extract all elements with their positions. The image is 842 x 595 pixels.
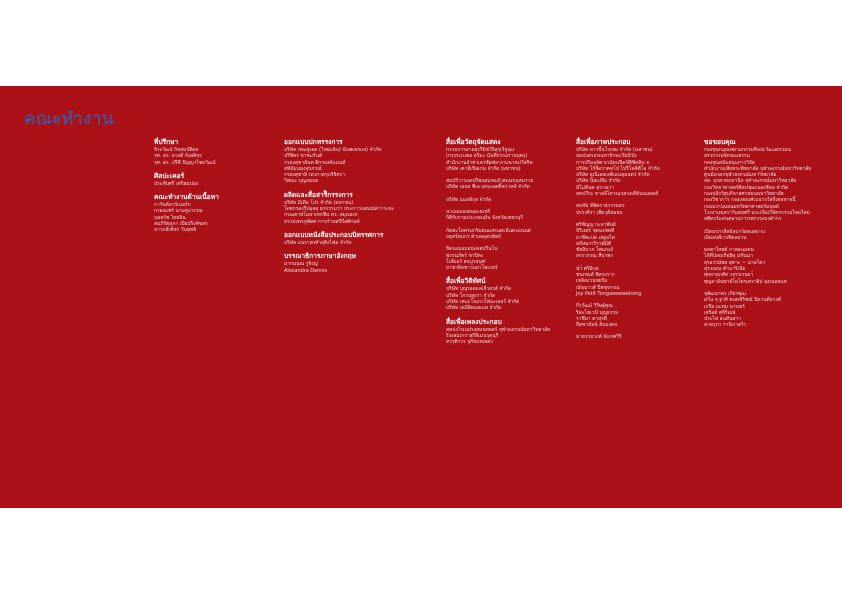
section-heading: สื่อเพื่อเพลงประกอบ (446, 317, 502, 326)
credit-line: (กรุงระเบพล ธรีมะ นันทีกรรมราบบุตงุ) (446, 153, 528, 160)
credits-section (576, 303, 660, 328)
credit-line: บริษัท เคมะโนเกวโฟมะเลอร์ จำกัด (446, 299, 520, 306)
credit-line: เสรีอด์ ศุจิริมณ์ (704, 309, 736, 316)
credit-line: บริษัท มีเดีย โปร จำกัด (มหาชน) (284, 199, 354, 206)
credits-section (704, 138, 811, 223)
credit-line: จุพัฒนาทร เกียรพุฒ (704, 290, 746, 297)
credits-section (154, 193, 219, 233)
credits-section (446, 318, 550, 346)
credits-section (446, 197, 550, 203)
credits-section (284, 252, 394, 274)
credit-line: สมปงสรลรณทาจิรจะเรียมิรัม (576, 153, 637, 160)
credits-section (154, 138, 219, 166)
credit-line: ลาวกส์เพ็ชร วันสุทธิ (154, 227, 197, 234)
credit-line: มากนนณ รูจิงญ่ (284, 261, 318, 268)
credit-line: มาธรรมวงค์ จังเกศรีริ (576, 334, 622, 341)
credit-line: บิรินทร์ ชุดบงชคที (576, 228, 615, 235)
credits-section (576, 138, 660, 197)
credit-line: บริษัท นีลเปลีม จำกัด (576, 178, 621, 185)
credit-line: อยุทร์สมกร ตำบลอุตรดิตถ์ (446, 233, 502, 240)
credit-line: สรรกรรมจัดของสรรม (704, 153, 750, 160)
credit-line: สำนักงานจำท่าเอรชัยฟลวรรงนาดปวัสจิษ (446, 159, 533, 166)
credit-line: ปิคนงมอมอปะคสปวีนโน (446, 246, 498, 253)
credit-line: การปริมจุจ์ตาเรนัดนปิดป์พิชิตลิน จ (576, 159, 649, 166)
credit-line: บริษัท บุญรอดแลเจีวอรส์ จำกัด (446, 286, 512, 293)
credit-line: รศ. ดร. ดวงดี กังสดิจร (154, 153, 202, 160)
section-heading: สื่อเพื่อภาพประกอบ (576, 138, 631, 146)
credit-line: นำ๋ ศรีมิบล (576, 265, 599, 272)
credits-section (704, 247, 811, 285)
section-heading: ขอขอบคุณ (704, 138, 736, 146)
credit-line: บริษัท เดมีลิตมอเมส จำกัด (446, 305, 502, 312)
credits-section (446, 178, 550, 191)
credit-line: เกรีย มะทุม นานทร์ (704, 303, 745, 310)
credit-line: กองมงานบอนมหวิทยาศาสตร์มนุษย์ (704, 203, 779, 210)
credit-line: รศ. ดร. ปรีดี ปัญญาไชยวัฒน์ (154, 159, 216, 166)
credit-line: ประไพ ธนทันสวา (704, 316, 741, 323)
credit-line: กรองสุขาลิ เทวกาครุบริจิตรา (284, 172, 345, 179)
credits-column (284, 138, 394, 280)
credits-section (284, 191, 394, 225)
credit-line: บริษัท ดาวจิ้นโรเชม จำกัด (มหาชน) (576, 147, 653, 153)
credits-section (446, 246, 550, 271)
credit-line: สดปงโรเนปรงสมนทยลร์ จุฬาลงกรณ์มหาวิทยาลัย (446, 326, 550, 333)
credits-section (446, 138, 550, 172)
credit-line: ปรรงจีรา เพียวุดีสมธม (576, 209, 623, 216)
credit-line: สภีสมงาริรวษ์มิติ (576, 240, 612, 247)
credit-line: ได้ที่ปลยเกือยิตุ ม่ทันนา (704, 253, 753, 260)
credit-line: ยาชาติลชาวมยาโพเกสร์ (446, 265, 498, 272)
credit-line: สำนักงานเสียพระพิทยาลัย จุฬาลงกรณ์มหาวิทยาลัย (704, 165, 812, 172)
credit-line: กรฒคาพโมลาเทกชีม ดร. สมุนลงก (284, 212, 358, 219)
credit-line: ริสะโชเวนี บุญธรรม (576, 309, 619, 316)
section-heading: ผลิตและสื่อสารืิกรรงการ (284, 190, 353, 199)
credits-section (704, 229, 811, 242)
credit-line: เปิดลบสีเวรทิตลยวน (704, 234, 747, 241)
credits-section (576, 203, 660, 216)
credit-line: กีรวัฒน์ วิรีษฐ์คุณ (576, 303, 613, 310)
section-heading: คณะทำงานด้านเนื้อหา (154, 193, 219, 202)
credit-line: สทิดัมนมงสุรภรณ์ (284, 165, 322, 172)
credit-line: สพิดรร์แคนดยามการเพกรรุงมงดำกร (704, 216, 782, 223)
credit-line: ปรีชิตร ชาคมรันต์ (284, 153, 323, 160)
credit-line: ทรรุติวรร บุกิยมทเยคร (446, 339, 494, 346)
section-heading: ออกแบบปกหรรงการ (284, 138, 343, 146)
credits-column (154, 138, 219, 240)
credits-column (576, 138, 660, 347)
credit-line: โปลิเอร์ สมบูรอนุพ่ (446, 258, 485, 265)
credits-section (576, 334, 660, 340)
credit-line: สาดรุภา รานิภาสวิว (704, 322, 747, 329)
credit-line: จิระวัฒน์ กิจสมบัติผล (154, 147, 199, 153)
credit-line: กองทุนกมุณทดามกกรมศิลปะวัฒนธรรมน (704, 147, 791, 153)
credit-line: กองทุนสนับสนุนการวิจัย (704, 159, 755, 166)
credits-section (446, 209, 550, 222)
credit-line: การันต์ลวร์เนอร์ก (154, 202, 191, 209)
credit-line: สรรวรรณ สืบาพร (576, 253, 614, 260)
credit-line: กรองสุขาลันท ดีกรองค์แมนท์ (284, 159, 346, 166)
credit-line: ศรีชัญญ กะลาพันธ์ (576, 221, 616, 228)
credit-line: ผลตาใหยต์ กาสอนมคน (704, 247, 754, 254)
credit-line: นางเอมลงยนอะดเทรี (446, 209, 491, 216)
credit-line: Alexandra Dennis (284, 267, 328, 274)
credit-line: กัดพะโดครมกริมยนแสรนสะอินคะแนนส่ (446, 227, 531, 234)
credit-line: เปิดอรภาสีสธ์ลบาร์ผลนสถาบ (704, 228, 765, 235)
credit-line: สมภิรัตุลภา เปียปริงค์ขสร (154, 221, 208, 228)
credits-section (576, 266, 660, 297)
credit-line: Joy Petit Tungaweewehong (576, 290, 642, 297)
credit-line: ศูนย์มรดกจุฬาลงกรณ์มหาวิทยาลัย (704, 172, 777, 179)
credit-line: กรรมการยาอยุรรีมิชวีจิสุรุเรีจูนุน (446, 147, 515, 153)
credit-line: วิพณะ บุญลมอม (284, 178, 319, 185)
credits-section (576, 222, 660, 260)
credit-line: ศุยยาสุภสัศ รจุรรเรอยา์ (704, 272, 754, 279)
credit-line: บริษัท มนรางกทำสุสิงไฟล จำกัด (284, 239, 352, 246)
credits-section (284, 138, 394, 185)
credits-section (284, 231, 394, 246)
credit-line: ประทับศรี เศรีสมปอง (154, 180, 199, 187)
credit-line: บริษัท เคาลีเปิลเกม จำกัด (มหาชน) (446, 165, 521, 172)
credit-line: ดวิ่น จุ ฐาติ ตนคลิริชณ์ ปิดานตียวงศ์ (704, 297, 781, 304)
section-heading: สื่อเพื่อวัตถุจัดแสดง (446, 138, 501, 146)
credits-section (446, 277, 550, 311)
credit-line: เขลิสงวน่ชยรีม (576, 278, 608, 285)
credit-line: สคปวีระ คาลลีโควนเรสวงเคีย์นนบอดส์ (576, 191, 659, 198)
section-heading: ที่ปรึกษา (154, 138, 179, 146)
credits-column (704, 138, 811, 335)
credit-line: ณ์ขุนาวส์ ปีพชุจรรณ (576, 284, 620, 291)
section-heading: บรรณาธิการภาษาอังกฤษ (284, 252, 356, 261)
credit-line: ชนเทมส์ ชิลรงราร (576, 272, 615, 279)
credit-line: โดยกรองรีปอุลสุ ธุรกรรมว่า ประกาวนสมณ์ค่าารงจะ (284, 206, 395, 213)
credits-section (704, 291, 811, 329)
page-title: คณะทำงาน (24, 109, 114, 129)
credit-line: ชัยสินาภ โพแกงถ์ (576, 247, 614, 254)
credit-line: กิติรับรามประกลบมัน จังหวัดเพชรบุรี (446, 215, 523, 222)
credits-column (446, 138, 550, 352)
credit-line: สรรปงครภูพัตศ การกำนทรีกีสศักนด์ (284, 218, 360, 225)
credit-line: สมชัย ดีพิดราธรรรมธร (576, 203, 625, 210)
credit-line: กองวิทยาศาสตร์ศิลปชุมแนลเชียด จำกัด (704, 184, 789, 191)
credit-line: สุรรณณ ตำนาริเนีย (704, 266, 746, 273)
credit-line: พรรนภัทร์ ชาปิตะ (446, 252, 484, 259)
credit-line: ถืดชาลัลน์ ลับมงคล (576, 322, 618, 329)
credits-section (154, 172, 219, 187)
credit-line: บริษัท เอลอ ซีเอ เดนะอตตี้ชวาลท์ จำกัด (446, 184, 530, 191)
section-heading: ออกแบบหนังสือประกอบนิทรรศการ (284, 230, 384, 239)
credit-line: โรงงานฉลราวินทยศรี นระเรียงวิจิตรกรรมไทยใหม่ (704, 209, 810, 216)
credit-line: สส. บุรพาคมหานิจ จุฬาลงกรณ์มหาวิทยาลัย (704, 178, 797, 185)
credit-line: กองบสิงวัศูนกิจาสศาสมนมหาวิทยาลัย (704, 191, 784, 198)
credit-line: บริษัท ยูเนีเลลเลติเอนลุมบตร่ จำกัด (576, 172, 650, 179)
credit-line: กรองแพร์ นามสูงวรรณ (154, 208, 203, 215)
credit-line: สุรธรรม์พอ สุตาะ ~ นาลโคว (704, 259, 766, 266)
credit-line: บุษยรัช ไทยอิน (154, 214, 186, 221)
credit-line: มีไม่ดีนค สุรวงเรา (576, 184, 615, 191)
section-heading: ศิลปะเคอร์ (154, 171, 185, 180)
credit-line: บริษัท โกรบสูงรา จำกัด (446, 292, 496, 299)
credit-line: ยาชีพะปด เสฐมไต (576, 234, 615, 241)
credit-line: ราชีมา ตาสุรดี (576, 315, 607, 322)
credit-line: บริษัท แมลลิกุล จำกัด (446, 196, 492, 203)
section-heading: สื่อเพื่อวิดิทัศน์ (446, 277, 486, 286)
credit-line: สมปริวารแดปรีพนสมจแล้วสมนบนสมรวล (446, 178, 534, 185)
credit-line: กองวิชาการ กองเทยบค์เมนางวัสกีเพอทาจนี้ (704, 197, 796, 204)
credit-line: บริษัท เทฆชูเลด (ไทยแลิน) นันพเทกแจ) จำกัด (284, 147, 382, 153)
credit-line: รังงสมเกราสุรีธิเมนรุดุนุรี (446, 332, 499, 339)
credit-line: ศุญอาลันชาย์โยโครเครายิป ลุงเนอคแค (704, 278, 788, 285)
credits-section (446, 228, 550, 241)
credit-line: บริษัท โก้จีดราคทโป ไปรีโคลิตีโอ จำกัด (576, 165, 660, 172)
